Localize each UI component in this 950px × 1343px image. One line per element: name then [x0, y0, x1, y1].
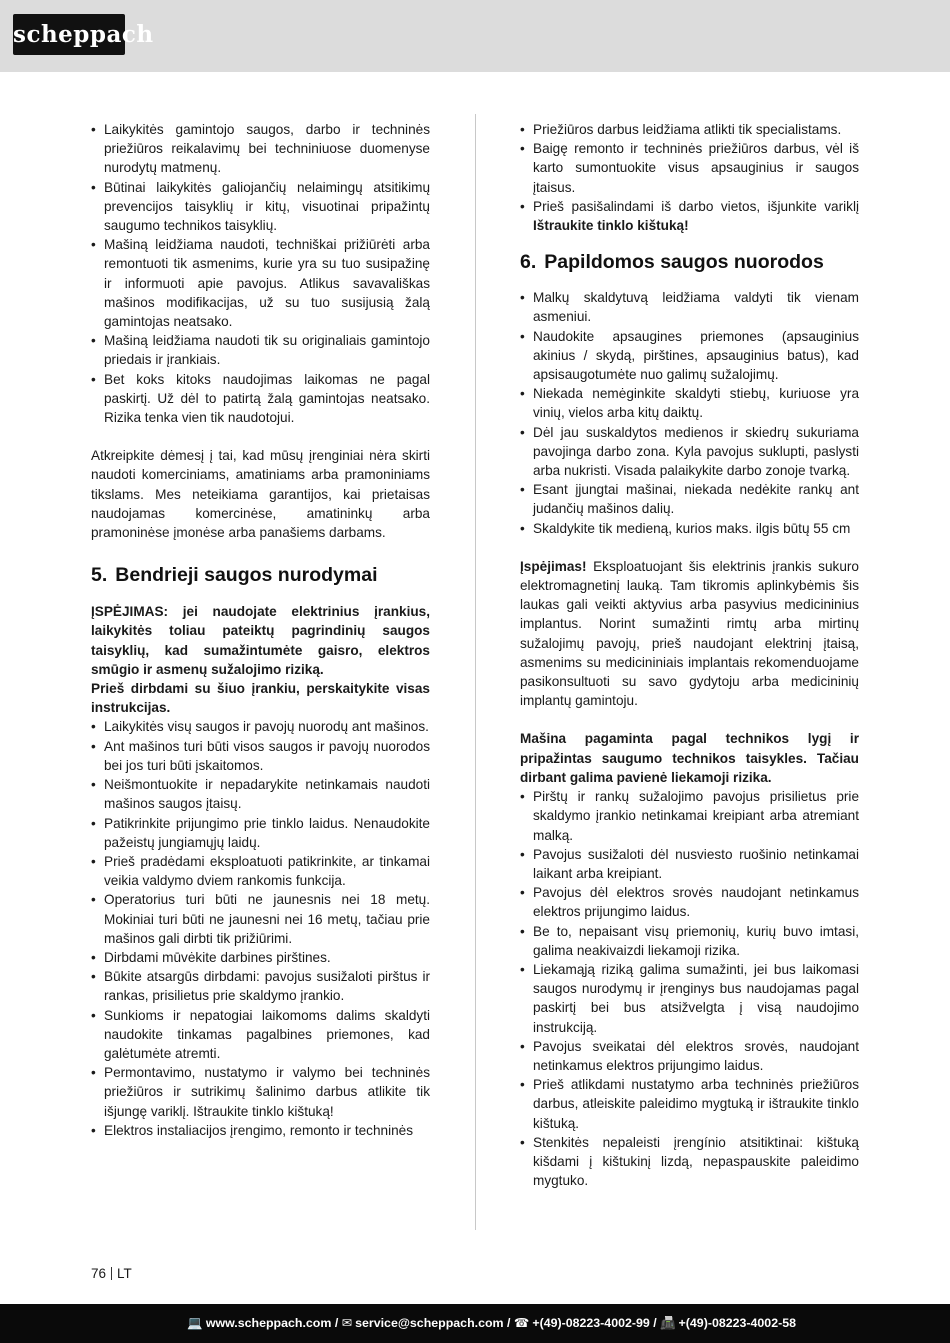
list-item: • Niekada nemėginkite skaldyti stiebų, kuriuose yra vinių, vielos arba kitų daiktų. — [520, 384, 859, 422]
list-item: • Prieš atlikdami nustatymo arba techninės priežiūros darbus, atleiskite paleidimo mygtuką ir ištraukite tinklo kištuką. — [520, 1075, 859, 1133]
read-instructions-text: Prieš dirbdami su šiuo įrankiu, perskaitykite visas instrukcijas. — [91, 681, 430, 716]
list-item: • Laikykitės visų saugos ir pavojų nuorodų ant mašinos. — [91, 717, 430, 736]
unplug-warning: Ištraukite tinklo kištuką! — [533, 218, 689, 234]
list-item: • Pavojus susižaloti dėl nusviesto ruošinio netinkamai laikant arba kreipiant. — [520, 845, 859, 883]
page-header — [0, 0, 950, 72]
list-item — [520, 197, 859, 235]
list-item: • Be to, nepaisant visų priemonių, kurių buvo imtasi, galima neakivaizdi liekamoji rizika. — [520, 922, 859, 960]
footer-email[interactable]: service@scheppach.com — [355, 1316, 504, 1330]
residual-risk-list — [520, 787, 859, 1190]
list-item: • Patikrinkite prijungimo prie tinklo laidus. Nenaudokite pažeistų jungiamųjų laidų. — [91, 814, 430, 852]
list-item: • Pirštų ir rankų sužalojimo pavojus prisilietus prie skaldymo įrankio netinkamai kreipiant arba atremiant malką. — [520, 787, 859, 845]
list-item: • Malkų skaldytuvą leidžiama valdyti tik vienam asmeniui. — [520, 288, 859, 326]
section-number: 5. — [91, 564, 108, 587]
residual-risk-heading: Mašina pagaminta pagal technikos lygį ir pripažintas saugumo technikos taisykles. Tačiau dirbant galima pavienė liekamoji rizika. — [520, 731, 859, 785]
list-item: • Prieš pradėdami eksploatuoti patikrinkite, ar tinkamai veikia valdymo dviem rankomis funkcija. — [91, 852, 430, 890]
footer-separator: / — [503, 1316, 514, 1330]
emf-warning-label: Įspėjimas! — [520, 558, 587, 574]
list-item: • Mašiną leidžiama naudoti, techniškai prižiūrėti arba remontuoti tik asmenims, kurie yra su tuo susipažinę ir informuoti apie pavojus. Atlikus savavališkas mašinos modifikacijas, už su tuo susijusią žalą gamintojas neatsako. — [91, 235, 430, 331]
section-title: Papildomos saugos nuorodos — [544, 251, 824, 274]
column-divider — [475, 114, 476, 1230]
list-item: • Būtinai laikykitės galiojančių nelaimingų atsitikimų prevencijos taisyklių ir kitų, visuotinai pripažintų saugumo technikos taisyklių. — [91, 178, 430, 236]
list-item: • Sunkioms ir nepatogiai laikomoms dalims skaldyti naudokite tinkamas pagalbines priemones, kad galėtumėte atremti. — [91, 1006, 430, 1064]
footer-fax: +(49)-08223-4002-58 — [678, 1316, 796, 1330]
footer-separator: / — [331, 1316, 342, 1330]
list-item: • Skaldykite tik medieną, kurios maks. ilgis būtų 55 cm — [520, 519, 859, 538]
intro-list — [91, 120, 430, 427]
list-item: • Dirbdami mūvėkite darbines pirštines. — [91, 948, 430, 967]
list-item: • Stenkitės nepaleisti įrengínio atsitiktinai: kištuką kišdami į kištukinį lizdą, nepaspauskite paleidimo mygtuko. — [520, 1133, 859, 1191]
warning-text: ĮSPĖJIMAS: jei naudojate elektrinius įrankius, laikykitės toliau pateiktų pagrindinių saugos taisyklių, kad sumažintumėte gaisro, elektros smūgio ir asmenų sužalojimo riziką. — [91, 604, 430, 677]
list-item: • Bet koks kitoks naudojimas laikomas ne pagal paskirtį. Už dėl to patirtą žalą gamintojas neatsako. Rizika tenka vien tik naudotojui. — [91, 370, 430, 428]
page-number-value: 76 — [91, 1266, 107, 1281]
list-item: • Baigę remonto ir techninės priežiūros darbus, vėl iš karto sumontuokite visus apsauginius ir saugos įtaisus. — [520, 139, 859, 197]
list-item: • Permontavimo, nustatymo ir valymo bei techninės priežiūros ir sutrikimų šalinimo darbus atlikite tik išjungę variklį. Ištraukite tinklo kištuką! — [91, 1063, 430, 1121]
commercial-use-notice: Atkreipkite dėmesį į tai, kad mūsų įrenginiai nėra skirti naudoti komerciniams, amatiniams arba pramoniniams tikslams. Mes neteikiama garantijos, kai prietaisas naudojamas komercinėse, amatininkų arba pramoninėse įmonėse arba panašiems darbams. — [91, 448, 430, 541]
footer-separator: / — [649, 1316, 661, 1330]
list-item: • Pavojus dėl elektros srovės naudojant netinkamus elektros prijungimo laidus. — [520, 883, 859, 921]
list-item: • Būkite atsargūs dirbdami: pavojus susižaloti pirštus ir rankas, prisilietus prie skaldymo įrankio. — [91, 967, 430, 1005]
list-item: • Laikykitės gamintojo saugos, darbo ir techninės priežiūros reikalavimų bei techniniuose duomenyse nurodytų matmenų. — [91, 120, 430, 178]
general-safety-list — [91, 717, 430, 1139]
list-item: • Dėl jau suskaldytos medienos ir skiedrų sukuriama pavojinga darbo zona. Kyla pavojus suklupti, paslysti arba nukristi. Visada palaikykite darbo zonoje tvarką. — [520, 423, 859, 481]
left-column — [91, 120, 430, 1140]
section-5-heading — [91, 563, 430, 587]
page-number — [91, 1266, 132, 1282]
footer-website[interactable]: www.scheppach.com — [205, 1316, 332, 1330]
list-item: • Liekamąją riziką galima sumažinti, jei bus laikomasi saugos nurodymų ir įrenginys bus naudojamas pagal paskirtį bei bus atsižvelgta į visą naudojimo instrukciją. — [520, 960, 859, 1037]
list-item: • Naudokite apsaugines priemones (apsauginius akinius / skydą, pirštines, apsauginius batus), kad apsisaugotumėte nuo galimų sužalojimų. — [520, 327, 859, 385]
page-footer — [0, 1304, 950, 1343]
list-item: • Elektros instaliacijos įrengimo, remonto ir techninės — [91, 1121, 430, 1140]
list-item-text: Prieš pasišalindami iš darbo vietos, išjunkite variklį — [533, 198, 859, 214]
list-item: • Esant įjungtai mašinai, niekada nedėkite rankų ant judančių mašinos dalių. — [520, 480, 859, 518]
list-item: • Ant mašinos turi būti visos saugos ir pavojų nuorodos bei jos turi būti įskaitomos. — [91, 737, 430, 775]
section-number: 6. — [520, 251, 537, 274]
phone-icon: ☎ — [513, 1316, 530, 1330]
computer-icon: 💻 — [187, 1316, 203, 1330]
brand-logo: scheppach — [13, 14, 125, 55]
section-6-heading — [520, 250, 859, 274]
mail-icon: ✉ — [341, 1316, 353, 1330]
maintenance-list — [520, 120, 859, 235]
list-item: • Pavojus sveikatai dėl elektros srovės, naudojant netinkamus elektros prijungimo laidus. — [520, 1037, 859, 1075]
emf-warning — [520, 557, 859, 711]
additional-safety-list — [520, 288, 859, 538]
fax-icon: 📠 — [660, 1316, 676, 1330]
right-column — [520, 120, 859, 1190]
list-item: • Operatorius turi būti ne jaunesnis nei 18 metų. Mokiniai turi būti ne jaunesni nei 16 metų, tačiau prie mašinos gali dirbti tik prižiūrimi. — [91, 890, 430, 948]
list-item: • Neišmontuokite ir nepadarykite netinkamais naudoti mašinos saugos įtaisų. — [91, 775, 430, 813]
list-item: • Mašiną leidžiama naudoti tik su originaliais gamintojo priedais ir įrankiais. — [91, 331, 430, 369]
section-title: Bendrieji saugos nurodymai — [115, 564, 378, 587]
footer-phone: +(49)-08223-4002-99 — [532, 1316, 650, 1330]
list-item: • Priežiūros darbus leidžiama atlikti tik specialistams. — [520, 120, 859, 139]
page-language: LT — [117, 1266, 132, 1281]
emf-warning-text: Eksploatuojant šis elektrinis įrankis sukuro elektromagnetinį lauką. Tam tikromis aplinkybėmis šis laukas gali veikti aktyvius arba pasyvius medicininius implantus. Norint sumažinti rimtų arba mirtinų sužalojimų pavojų, prieš naudojant elektrinį įtaisą, asmenims su medicininiais implantais rekomenduojame pasikonsultuoti su savo gydytoju arba medicininių implantų gamintoju. — [520, 558, 859, 709]
